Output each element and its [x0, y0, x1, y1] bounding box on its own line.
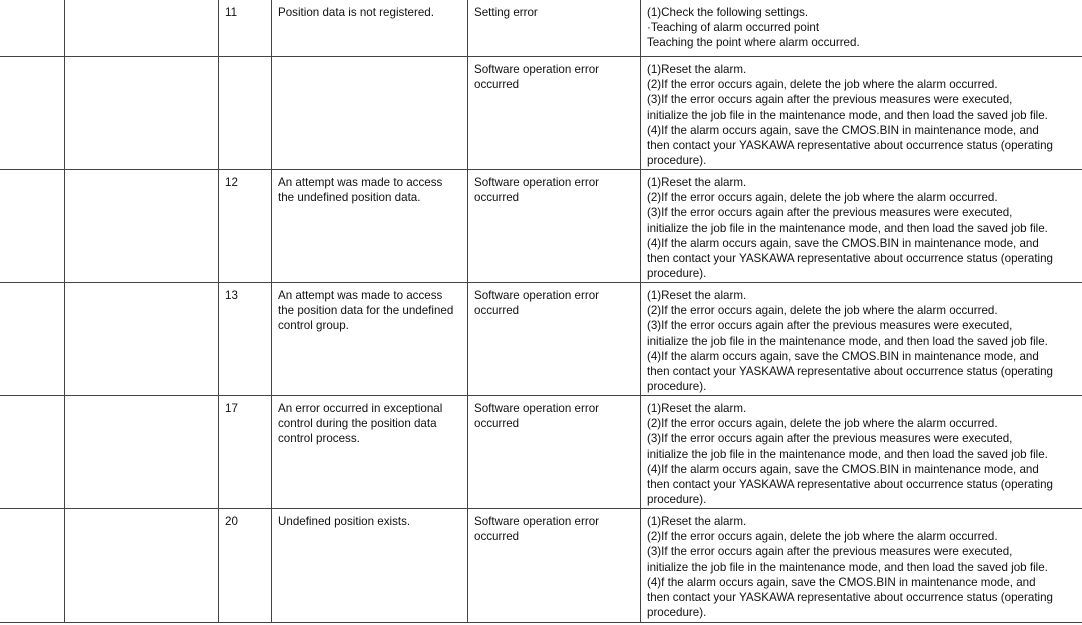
cause-line: Software operation error — [474, 176, 600, 189]
remedy-line: procedure). — [647, 267, 707, 281]
cause-line: occurred — [474, 78, 520, 92]
cause-line: Software operation error — [474, 402, 600, 415]
remedy-line: (1)Reset the alarm. — [647, 402, 747, 415]
remedy-line: then contact your YASKAWA representative about occurrence status (operating — [647, 591, 1054, 605]
remedy-line: then contact your YASKAWA representative about occurrence status (operating — [647, 478, 1054, 492]
meaning-cell — [272, 0, 468, 57]
meaning-line: An attempt was made to access — [278, 289, 443, 302]
meaning-line: control during the position data — [278, 417, 437, 431]
remedy-line: procedure). — [647, 606, 707, 620]
sub-code-cell — [219, 170, 272, 283]
cause-cell — [468, 57, 641, 170]
blank-cell — [65, 283, 219, 396]
sub-code: 20 — [225, 515, 238, 528]
cause-cell — [468, 509, 641, 623]
remedy-line: (3)If the error occurs again after the previous measures were executed, — [647, 206, 1013, 220]
table-row — [0, 509, 1082, 623]
remedy-line: initialize the job file in the maintenance mode, and then load the saved job file. — [647, 334, 1048, 348]
cause-line: Software operation error — [474, 515, 600, 528]
remedy-line: (2)If the error occurs again, delete the job where the alarm occurred. — [647, 530, 998, 544]
remedy-line: (3)If the error occurs again after the previous measures were executed, — [647, 545, 1013, 559]
remedy-line: ·Teaching of alarm occurred point — [647, 21, 820, 35]
blank-cell — [0, 509, 65, 623]
remedy-line: (1)Check the following settings. — [647, 6, 809, 19]
remedy-line: (2)If the error occurs again, delete the job where the alarm occurred. — [647, 304, 998, 318]
cause-cell — [468, 170, 641, 283]
blank-cell — [65, 396, 219, 509]
meaning-line: control process. — [278, 432, 360, 446]
remedy-cell — [641, 283, 1082, 396]
remedy-line: procedure). — [647, 154, 707, 168]
remedy-line: (2)If the error occurs again, delete the job where the alarm occurred. — [647, 78, 998, 92]
sub-code-cell — [219, 396, 272, 509]
cause-cell — [468, 396, 641, 509]
remedy-line: (2)If the error occurs again, delete the job where the alarm occurred. — [647, 191, 998, 205]
blank-cell — [65, 170, 219, 283]
cause-line: Software operation error — [474, 289, 600, 302]
remedy-line: procedure). — [647, 493, 707, 507]
cause-line: occurred — [474, 530, 520, 544]
sub-code-cell — [219, 509, 272, 623]
meaning-line: An attempt was made to access — [278, 176, 443, 189]
remedy-line: (3)If the error occurs again after the previous measures were executed, — [647, 432, 1013, 446]
blank-cell — [65, 0, 219, 57]
meaning-line: An error occurred in exceptional — [278, 402, 443, 415]
sub-code-cell — [219, 283, 272, 396]
meaning-cell — [272, 396, 468, 509]
remedy-line: (1)Reset the alarm. — [647, 289, 747, 302]
remedy-cell — [641, 57, 1082, 170]
cause-line: Software operation error — [474, 63, 600, 76]
remedy-line: (1)Reset the alarm. — [647, 176, 747, 189]
table-row — [0, 0, 1082, 57]
remedy-line: (3)If the error occurs again after the previous measures were executed, — [647, 319, 1013, 333]
remedy-line: (4)f the alarm occurs again, save the CMOS.BIN in maintenance mode, and — [647, 575, 1036, 589]
table-row — [0, 283, 1082, 396]
remedy-cell — [641, 509, 1082, 623]
remedy-line: procedure). — [647, 380, 707, 394]
meaning-line: the position data for the undefined — [278, 304, 454, 318]
blank-cell — [65, 57, 219, 170]
remedy-cell — [641, 396, 1082, 509]
remedy-line: initialize the job file in the maintenance mode, and then load the saved job file. — [647, 560, 1048, 574]
sub-code-cell — [219, 0, 272, 57]
cause-line: Setting error — [474, 6, 538, 19]
meaning-line: Position data is not registered. — [278, 6, 434, 19]
sub-code: 13 — [225, 289, 238, 302]
table-row — [0, 57, 1082, 170]
table-row — [0, 396, 1082, 509]
meaning-cell — [272, 283, 468, 396]
remedy-line: Teaching the point where alarm occurred. — [647, 36, 860, 50]
blank-cell — [0, 396, 65, 509]
sub-code: 17 — [225, 402, 238, 415]
remedy-line: initialize the job file in the maintenance mode, and then load the saved job file. — [647, 221, 1048, 235]
blank-cell — [0, 57, 65, 170]
remedy-line: (2)If the error occurs again, delete the job where the alarm occurred. — [647, 417, 998, 431]
cause-cell — [468, 283, 641, 396]
meaning-line: control group. — [278, 319, 349, 333]
remedy-line: (4)If the alarm occurs again, save the CMOS.BIN in maintenance mode, and — [647, 462, 1039, 476]
cause-line: occurred — [474, 417, 520, 431]
remedy-line: initialize the job file in the maintenance mode, and then load the saved job file. — [647, 108, 1048, 122]
sub-code-cell — [219, 57, 272, 170]
remedy-line: (1)Reset the alarm. — [647, 515, 747, 528]
remedy-line: (3)If the error occurs again after the previous measures were executed, — [647, 93, 1013, 107]
blank-cell — [0, 0, 65, 57]
meaning-cell — [272, 57, 468, 170]
table-row — [0, 170, 1082, 283]
blank-cell — [0, 170, 65, 283]
sub-code: 11 — [225, 6, 238, 19]
meaning-line: the undefined position data. — [278, 191, 421, 205]
remedy-line: then contact your YASKAWA representative about occurrence status (operating — [647, 365, 1054, 379]
remedy-line: (4)If the alarm occurs again, save the CMOS.BIN in maintenance mode, and — [647, 236, 1039, 250]
remedy-line: then contact your YASKAWA representative about occurrence status (operating — [647, 139, 1054, 153]
blank-cell — [0, 283, 65, 396]
meaning-cell — [272, 170, 468, 283]
remedy-line: (4)If the alarm occurs again, save the CMOS.BIN in maintenance mode, and — [647, 123, 1039, 137]
blank-cell — [65, 509, 219, 623]
remedy-line: (4)If the alarm occurs again, save the CMOS.BIN in maintenance mode, and — [647, 349, 1039, 363]
cause-line: occurred — [474, 304, 520, 318]
remedy-cell — [641, 170, 1082, 283]
remedy-line: then contact your YASKAWA representative about occurrence status (operating — [647, 252, 1054, 266]
cause-line: occurred — [474, 191, 520, 205]
remedy-line: (1)Reset the alarm. — [647, 63, 747, 76]
meaning-cell — [272, 509, 468, 623]
remedy-line: initialize the job file in the maintenance mode, and then load the saved job file. — [647, 447, 1048, 461]
remedy-cell — [641, 0, 1082, 57]
cause-cell — [468, 0, 641, 57]
meaning-line: Undefined position exists. — [278, 515, 411, 528]
sub-code: 12 — [225, 176, 238, 189]
